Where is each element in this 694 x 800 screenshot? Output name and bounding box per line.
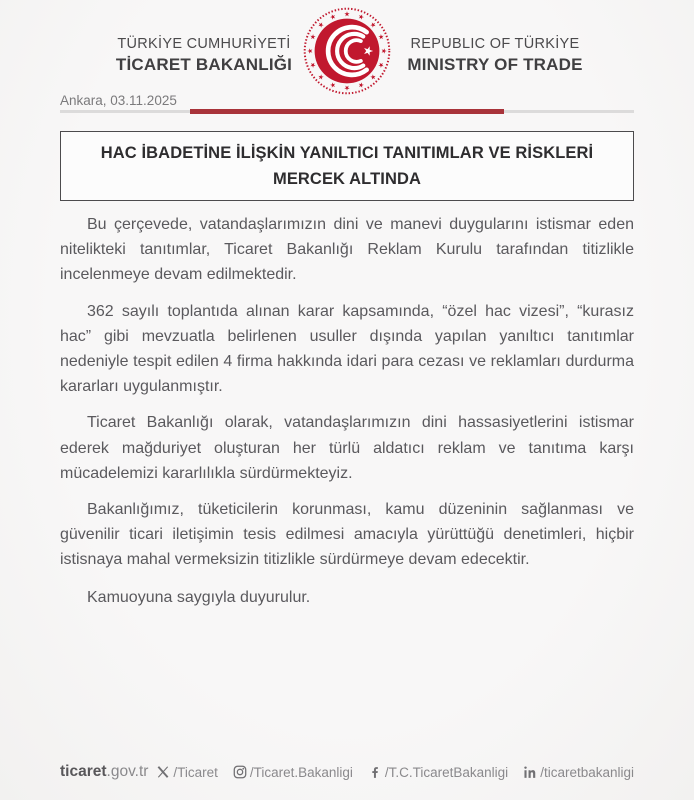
- website-link-bold: ticaret: [60, 763, 107, 780]
- announcement-body: [60, 212, 634, 621]
- instagram-icon: [233, 765, 247, 779]
- paragraph-2: 362 sayılı toplantıda alınan karar kapsamında, “özel hac vizesi”, “kurasız hac” gibi mevzuatla belirlenen usuller dışında yapılan yanıltıcı tanıtımlar nedeniyle tespit edilen 4 firma hakkında idari para cezası ve reklamları durdurma kararları uygulanmıştır.: [60, 302, 634, 396]
- ministry-of-trade-emblem-icon: [302, 6, 392, 96]
- paragraph-closing: Kamuoyuna saygıyla duyurulur.: [87, 588, 311, 606]
- linkedin-icon: [523, 765, 537, 779]
- social-link-facebook[interactable]: [368, 765, 508, 780]
- facebook-icon: [368, 765, 382, 779]
- org-name-en-line2: MINISTRY OF TRADE: [407, 55, 583, 74]
- org-name-tr-line1: TÜRKİYE CUMHURİYETİ: [117, 36, 291, 52]
- footer: [60, 763, 634, 781]
- social-link-x[interactable]: [156, 765, 218, 780]
- paragraph-4: Bakanlığımız, tüketicilerin korunması, kamu düzeninin sağlanması ve güvenilir ticari iletişimin tesis edilmesi amacıyla yürüttüğü denetimleri, hiçbir istisnaya mahal vermeksizin titizlikle sürdürmeye devam edecektir.: [60, 501, 634, 569]
- social-links: [156, 765, 634, 780]
- org-name-turkish: [104, 36, 304, 75]
- social-handle-x: /Ticaret: [173, 764, 218, 780]
- header-divider: [60, 110, 634, 113]
- org-name-tr-line2: TİCARET BAKANLIĞI: [115, 55, 293, 74]
- announcement-title-box: [60, 131, 634, 201]
- dateline: Ankara, 03.11.2025: [60, 93, 177, 108]
- announcement-title: HAC İBADETİNE İLİŞKİN YANILTICI TANITIMLAR VE RİSKLERİ MERCEK ALTINDA: [100, 144, 594, 188]
- x-icon: [156, 765, 170, 779]
- header-divider-red-accent: [190, 109, 504, 114]
- social-link-instagram[interactable]: [233, 765, 353, 780]
- social-handle-facebook: /T.C.TicaretBakanligi: [384, 764, 509, 780]
- website-link[interactable]: [60, 763, 148, 781]
- org-name-en-line1: REPUBLIC OF TÜRKİYE: [410, 36, 580, 52]
- paragraph-3: Ticaret Bakanlığı olarak, vatandaşlarımızın dini hassasiyetlerini istismar ederek mağduriyet oluşturan her türlü aldatıcı reklam ve tanıtıma karşı mücadelemizi kararlılıkla sürdürmekteyiz.: [60, 414, 634, 482]
- org-name-english: [395, 36, 595, 75]
- paragraph-1: Bu çerçevede, vatandaşlarımızın dini ve manevi duygularını istismar eden nitelikteki tanıtımlar, Ticaret Bakanlığı Reklam Kurulu tarafından titizlikle incelenmeye devam edilmektedir.: [60, 216, 634, 284]
- social-handle-instagram: /Ticaret.Bakanligi: [249, 764, 353, 780]
- website-link-rest: .gov.tr: [106, 763, 149, 780]
- social-link-linkedin[interactable]: [523, 765, 634, 780]
- social-handle-linkedin: /ticaretbakanligi: [540, 764, 634, 780]
